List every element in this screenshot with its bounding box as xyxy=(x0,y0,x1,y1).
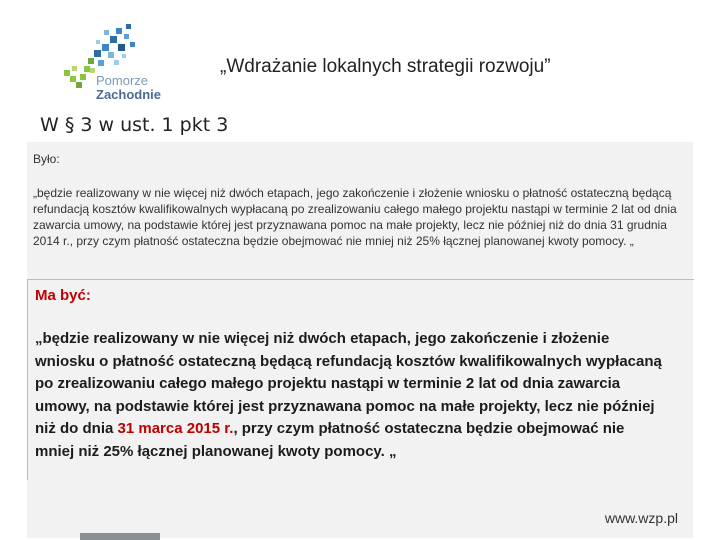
bottom-bar xyxy=(80,533,160,540)
logo-wordmark xyxy=(96,74,161,102)
page-title: „Wdrażanie lokalnych strategii rozwoju” xyxy=(220,56,551,77)
should-be-text-part2: , przy czym płatność ostateczna będzie obejmować nie mniej niż 25% łącznej planowanej kwoty pomocy. „ xyxy=(35,420,625,460)
section-heading: W § 3 w ust. 1 pkt 3 xyxy=(40,114,229,136)
website-link[interactable]: www.wzp.pl xyxy=(604,510,678,526)
should-be-text-part1: „będzie realizowany w nie więcej niż dwóch etapach, jego zakończenie i złożenie wniosku o płatność ostateczną będącą refundacją kosztów kwalifikowalnych wypłacaną po zrealizowaniu całego małego projektu nastąpi w terminie 2 lat od dnia zawarcia umowy, na podstawie której jest przyznawana pomoc na małe projekty, lecz nie później niż do dnia xyxy=(35,330,662,437)
should-be-text xyxy=(35,328,665,463)
should-be-label: Ma być: xyxy=(35,287,91,304)
was-label: Było: xyxy=(33,152,60,166)
logo-line-2: Zachodnie xyxy=(96,87,162,102)
should-be-text-highlight: 31 marca 2015 r. xyxy=(117,420,234,437)
logo-line-1: Pomorze xyxy=(96,73,149,88)
was-text: „będzie realizowany w nie więcej niż dwóch etapach, jego zakończenie i złożenie wniosku o płatność ostateczną będącą refundacją kosztów kwalifikowalnych wypłacaną po zrealizowaniu całego małego projektu nastąpi w terminie 2 lat od dnia zawarcia umowy, na podstawie której jest przyznawana pomoc na małe projekty, lecz nie później niż do dnia 31 grudnia 2014 r., przy czym płatność ostateczna będzie obejmować nie mniej niż 25% łącznej planowanej kwoty pomocy. „ xyxy=(33,186,677,248)
